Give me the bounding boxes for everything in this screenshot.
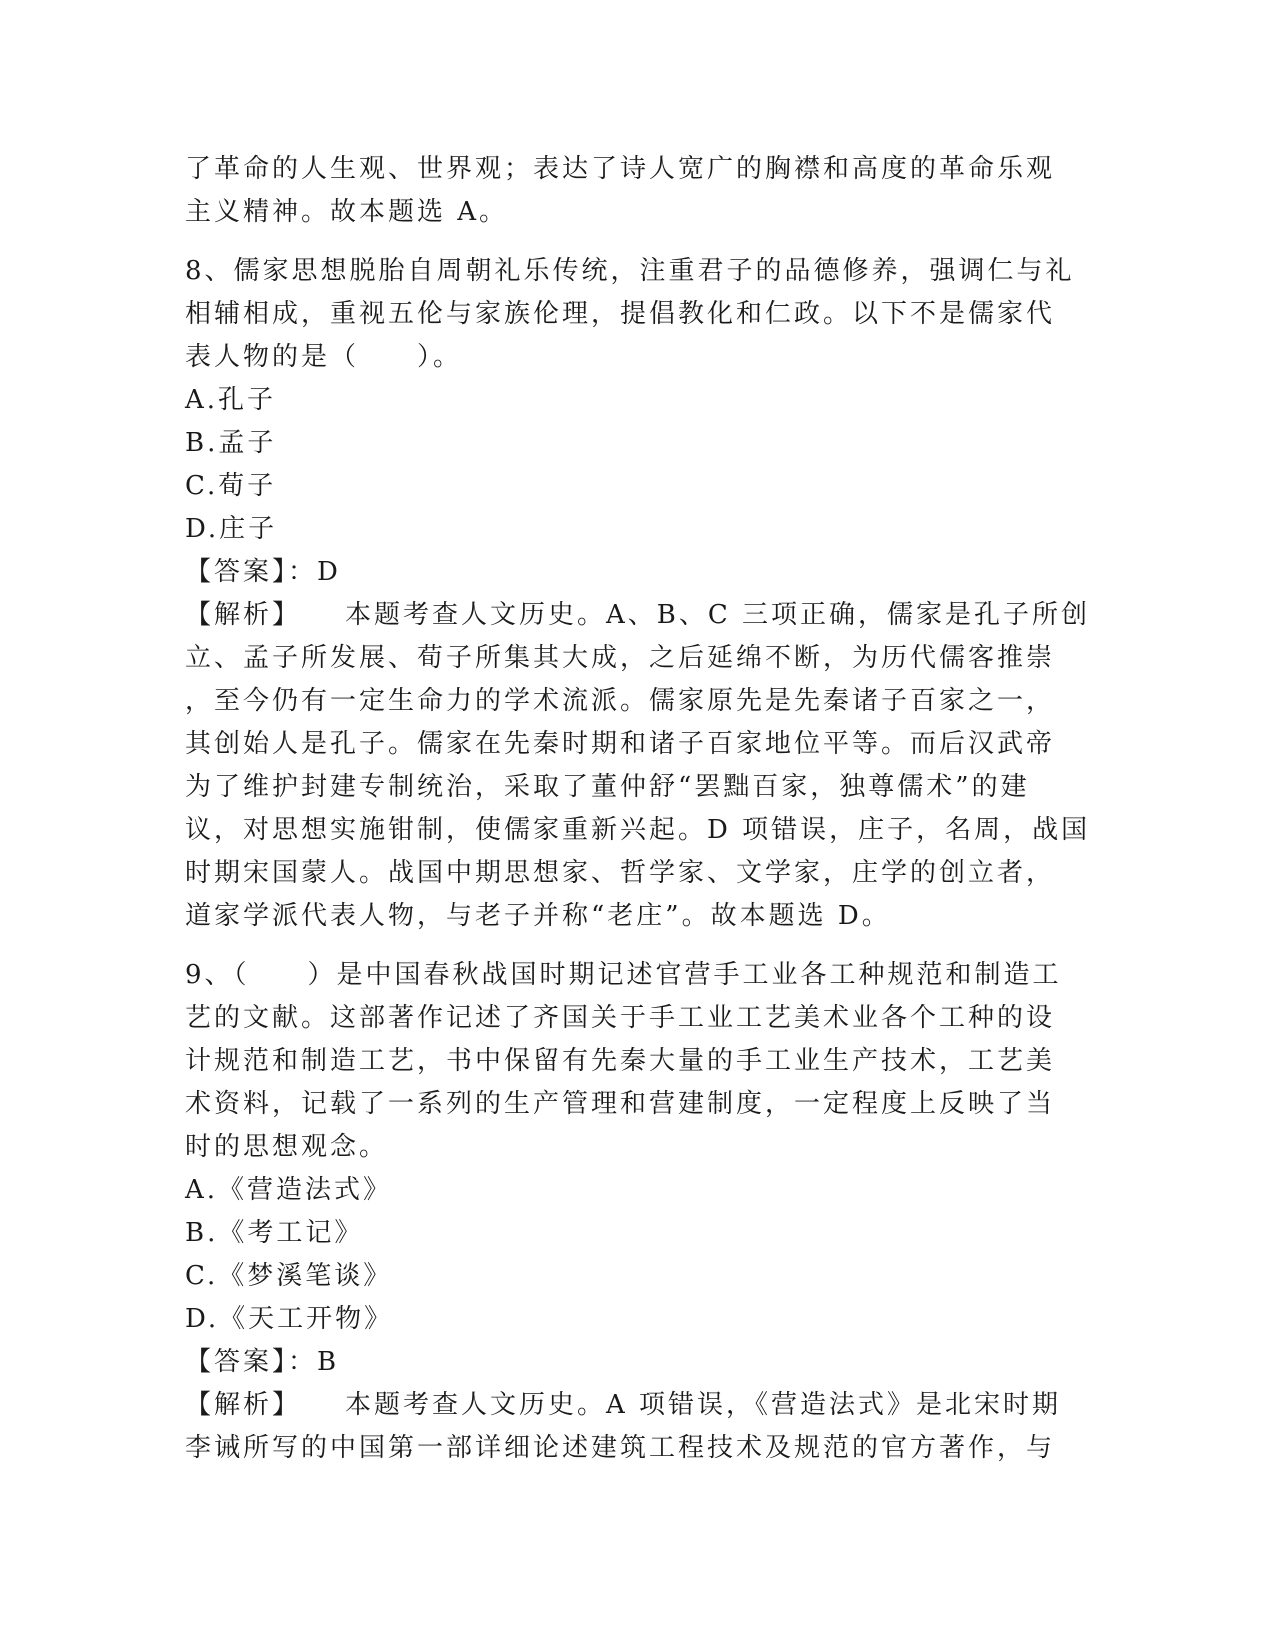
option-b: B.孟子: [185, 428, 277, 458]
question-stem-line: 计规范和制造工艺，书中保留有先秦大量的手工业生产技术，工艺美: [185, 1046, 1056, 1076]
analysis-line: 其创始人是孔子。儒家在先秦时期和诸子百家地位平等。而后汉武帝: [185, 729, 1056, 759]
answer-line: [185, 1341, 1085, 1384]
answer-label: 【答案】：: [185, 1347, 318, 1377]
analysis-text: 本题考查人文历史。A、B、C 三项正确，儒家是孔子所创: [345, 600, 1091, 630]
analysis-line: [185, 1384, 1085, 1427]
text-line: 了革命的人生观、世界观；表达了诗人宽广的胸襟和高度的革命乐观: [185, 154, 1056, 184]
question-stem-line: 9、（ ）是中国春秋战国时期记述官营手工业各工种规范和制造工: [185, 960, 1062, 990]
option-d: D.《天工开物》: [185, 1304, 394, 1334]
question-stem-line: 术资料，记载了一系列的生产管理和营建制度，一定程度上反映了当: [185, 1089, 1056, 1119]
analysis-line: 时期宋国蒙人。战国中期思想家、哲学家、文学家，庄学的创立者，: [185, 858, 1056, 888]
question-stem-line: 表人物的是（ ）。: [185, 342, 463, 372]
analysis-label: 【解析】: [185, 1390, 302, 1420]
analysis-line: 道家学派代表人物，与老子并称“老庄”。故本题选 D。: [185, 901, 891, 931]
option-b: B.《考工记》: [185, 1218, 364, 1248]
question-8: [185, 250, 1091, 938]
analysis-line: [185, 594, 1091, 637]
answer-value: D: [317, 557, 341, 587]
option-d: D.庄子: [185, 514, 278, 544]
analysis-line: ，至今仍有一定生命力的学术流派。儒家原先是先秦诸子百家之一，: [185, 686, 1056, 716]
question-9: [185, 954, 1085, 1470]
previous-analysis-continuation: [185, 148, 1085, 234]
answer-value: B: [317, 1347, 340, 1377]
analysis-line: 立、孟子所发展、荀子所集其大成，之后延绵不断，为历代儒客推崇: [185, 643, 1056, 673]
option-c: C.荀子: [185, 471, 277, 501]
analysis-line: 为了维护封建专制统治，采取了董仲舒“罢黜百家，独尊儒术”的建: [185, 772, 1030, 802]
option-a: A.《营造法式》: [185, 1175, 393, 1205]
answer-label: 【答案】：: [185, 557, 318, 587]
question-stem-line: 8、儒家思想脱胎自周朝礼乐传统，注重君子的品德修养，强调仁与礼: [185, 256, 1075, 286]
text-line: 主义精神。故本题选 A。: [185, 197, 509, 227]
question-stem-line: 相辅相成，重视五伦与家族伦理，提倡教化和仁政。以下不是儒家代: [185, 299, 1056, 329]
analysis-line: 议，对思想实施钳制，使儒家重新兴起。D 项错误，庄子，名周，战国: [185, 815, 1091, 845]
analysis-text: 本题考查人文历史。A 项错误，《营造法式》是北宋时期: [345, 1390, 1062, 1420]
document-page: [185, 148, 1091, 1470]
option-c: C.《梦溪笔谈》: [185, 1261, 393, 1291]
analysis-line: 李诫所写的中国第一部详细论述建筑工程技术及规范的官方著作，与: [185, 1433, 1056, 1463]
question-stem-line: 艺的文献。这部著作记述了齐国关于手工业工艺美术业各个工种的设: [185, 1003, 1056, 1033]
analysis-label: 【解析】: [185, 600, 302, 630]
option-a: A.孔子: [185, 385, 277, 415]
question-stem-line: 时的思想观念。: [185, 1132, 389, 1162]
answer-line: [185, 551, 1085, 594]
